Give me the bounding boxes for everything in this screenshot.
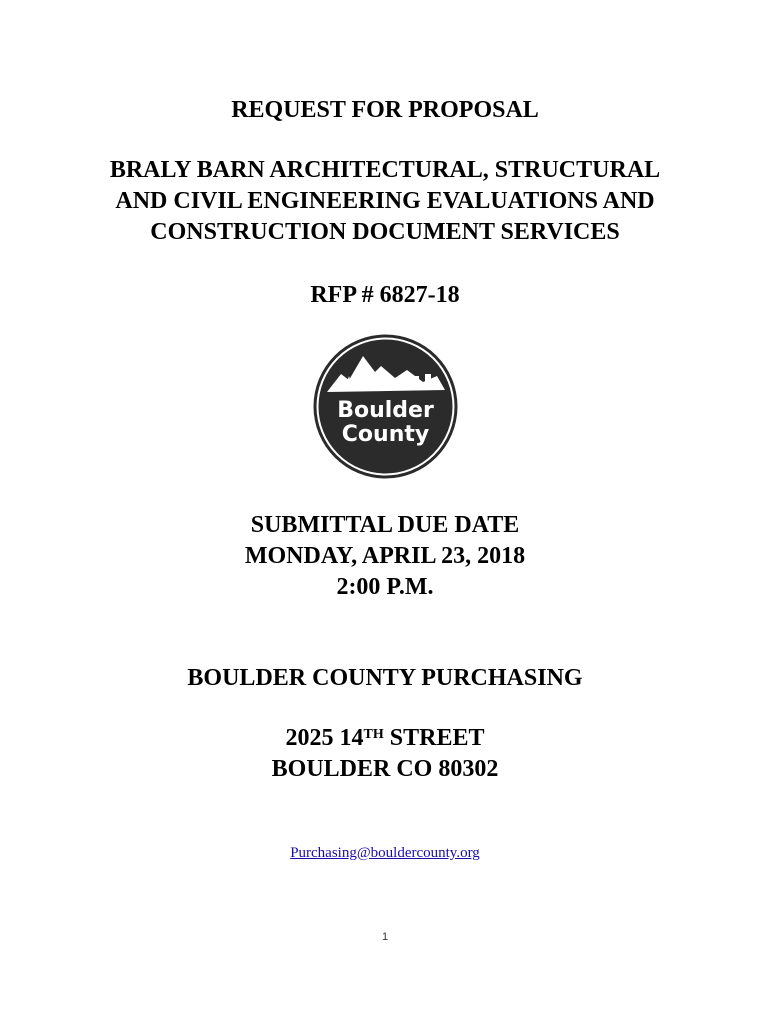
document-heading: REQUEST FOR PROPOSAL: [231, 97, 539, 123]
street-address: [0, 723, 770, 753]
email-line: [0, 843, 770, 863]
street-number: 2025 14: [285, 725, 364, 751]
street-name: STREET: [383, 725, 485, 751]
page-number: 1: [381, 931, 389, 943]
due-time: 2:00 P.M.: [336, 574, 434, 600]
purchasing-office: BOULDER COUNTY PURCHASING: [187, 665, 583, 691]
boulder-county-logo: [311, 332, 460, 481]
boulder-county-logo-graphic: [311, 332, 460, 481]
rfp-number: RFP # 6827-18: [310, 282, 460, 308]
title-line-1: BRALY BARN ARCHITECTURAL, STRUCTURAL: [109, 157, 661, 183]
street-suffix: TH: [363, 727, 384, 742]
title-line-3: CONSTRUCTION DOCUMENT SERVICES: [150, 219, 620, 245]
city-line: BOULDER CO 80302: [271, 756, 499, 782]
due-date: MONDAY, APRIL 23, 2018: [244, 543, 526, 569]
title-line-2: AND CIVIL ENGINEERING EVALUATIONS AND: [115, 188, 655, 214]
logo-text-line-2: County: [341, 422, 430, 447]
email-link[interactable]: Purchasing@bouldercounty.org: [290, 845, 480, 861]
logo-text-line-1: Boulder: [337, 398, 434, 423]
due-date-label: SUBMITTAL DUE DATE: [250, 512, 520, 538]
